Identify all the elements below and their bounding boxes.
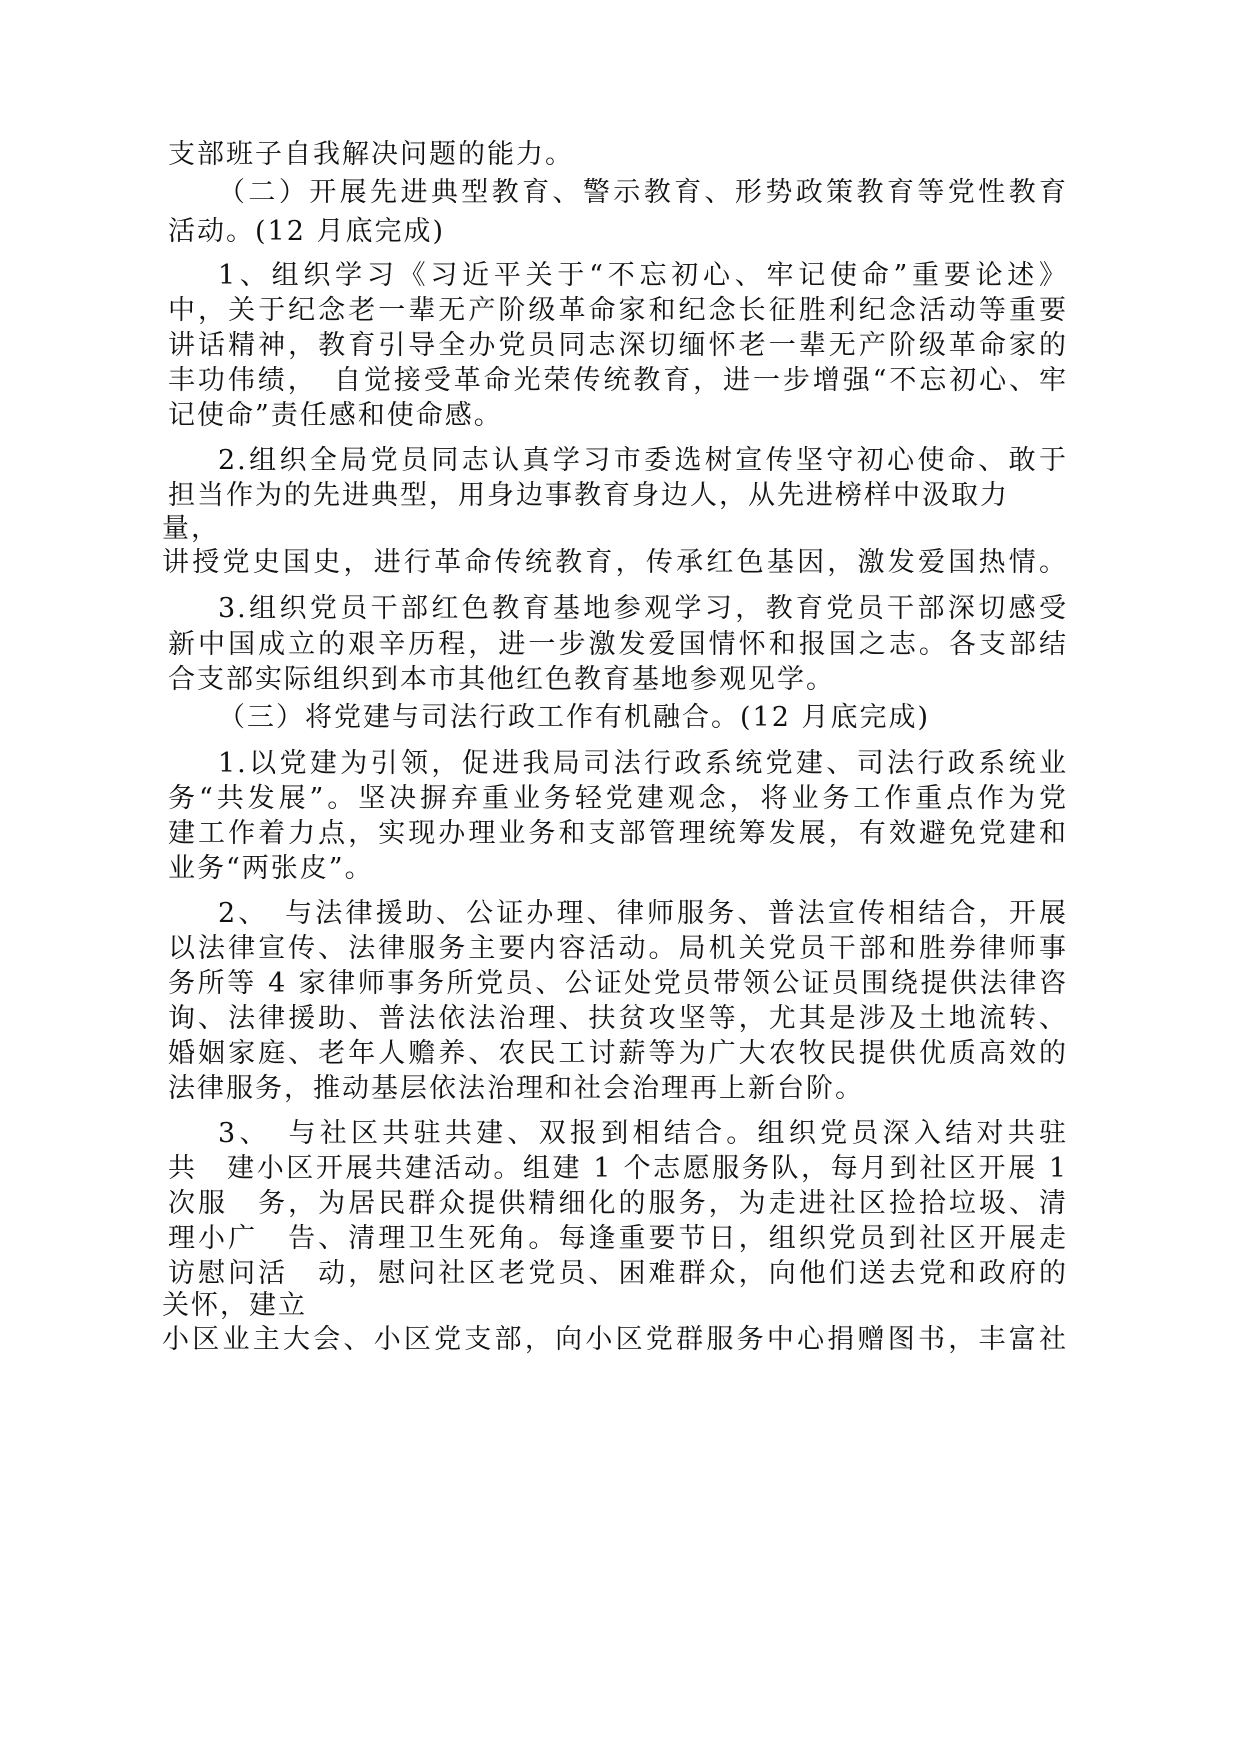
text-line: 3、 与社区共驻共建、双报到相结合。组织党员深入结对共驻 [218,1118,1068,1149]
text-line: 讲话精神，教育引导全办党员同志深切缅怀老一辈无产阶级革命家的 [168,330,1068,361]
text-line: 小区业主大会、小区党支部，向小区党群服务中心捐赠图书，丰富社 [162,1324,1068,1355]
text-line: 业务“两张皮”。 [168,853,374,884]
text-line: 关怀，建立 [162,1290,307,1321]
text-line: 新中国成立的艰辛历程，进一步激发爱国情怀和报国之志。各支部结 [168,629,1068,660]
text-line: 婚姻家庭、老年人赡养、农民工讨薪等为广大农牧民提供优质高效的 [168,1038,1068,1069]
text-line: （二）开展先进典型教育、警示教育、形势政策教育等党性教育 [218,177,1068,208]
text-line: 次服 务，为居民群众提供精细化的服务，为走进社区捡拾垃圾、清 [168,1188,1068,1219]
text-line: 1.以党建为引领，促进我局司法行政系统党建、司法行政系统业 [218,748,1068,779]
text-line: 务所等 4 家律师事务所党员、公证处党员带领公证员围绕提供法律咨 [168,968,1068,999]
text-line: 担当作为的先进典型，用身边事教育身边人，从先进榜样中汲取力 [168,480,1009,511]
text-line: 支部班子自我解决问题的能力。 [168,139,574,170]
text-line: 法律服务，推动基层依法治理和社会治理再上新台阶。 [168,1073,864,1104]
text-line: 丰功伟绩， 自觉接受革命光荣传统教育，进一步增强“不忘初心、牢 [168,365,1068,396]
text-line: 建工作着力点，实现办理业务和支部管理统筹发展，有效避免党建和 [168,818,1068,849]
text-line: 以法律宣传、法律服务主要内容活动。局机关党员干部和胜券律师事 [168,933,1068,964]
text-line: 询、法律援助、普法依法治理、扶贫攻坚等，尤其是涉及土地流转、 [168,1003,1068,1034]
text-line: 务“共发展”。坚决摒弃重业务轻党建观念，将业务工作重点作为党 [168,783,1068,814]
text-line: 共 建小区开展共建活动。组建 1 个志愿服务队，每月到社区开展 1 [168,1153,1068,1184]
text-line: 访慰问活 动，慰问社区老党员、困难群众，向他们送去党和政府的 [168,1258,1068,1289]
text-line: 中，关于纪念老一辈无产阶级革命家和纪念长征胜利纪念活动等重要 [168,295,1068,326]
text-line: 3.组织党员干部红色教育基地参观学习，教育党员干部深切感受 [218,593,1068,624]
text-line: 理小广 告、清理卫生死角。每逢重要节日，组织党员到社区开展走 [168,1223,1068,1254]
text-line: 量， [162,513,220,544]
text-line: 讲授党史国史，进行革命传统教育，传承红色基因，激发爱国热情。 [162,547,1068,578]
text-line: 1、组织学习《习近平关于“不忘初心、牢记使命”重要论述》 [218,260,1068,291]
text-line: 记使命”责任感和使命感。 [168,400,503,431]
text-line: 2.组织全局党员同志认真学习市委选树宣传坚守初心使命、敢于 [218,445,1068,476]
text-line: 2、 与法律援助、公证办理、律师服务、普法宣传相结合，开展 [218,898,1068,929]
text-line: 活动。(12 月底完成) [168,216,446,247]
text-line: （三）将党建与司法行政工作有机融合。(12 月底完成) [218,702,931,733]
text-line: 合支部实际组织到本市其他红色教育基地参观见学。 [168,664,835,695]
